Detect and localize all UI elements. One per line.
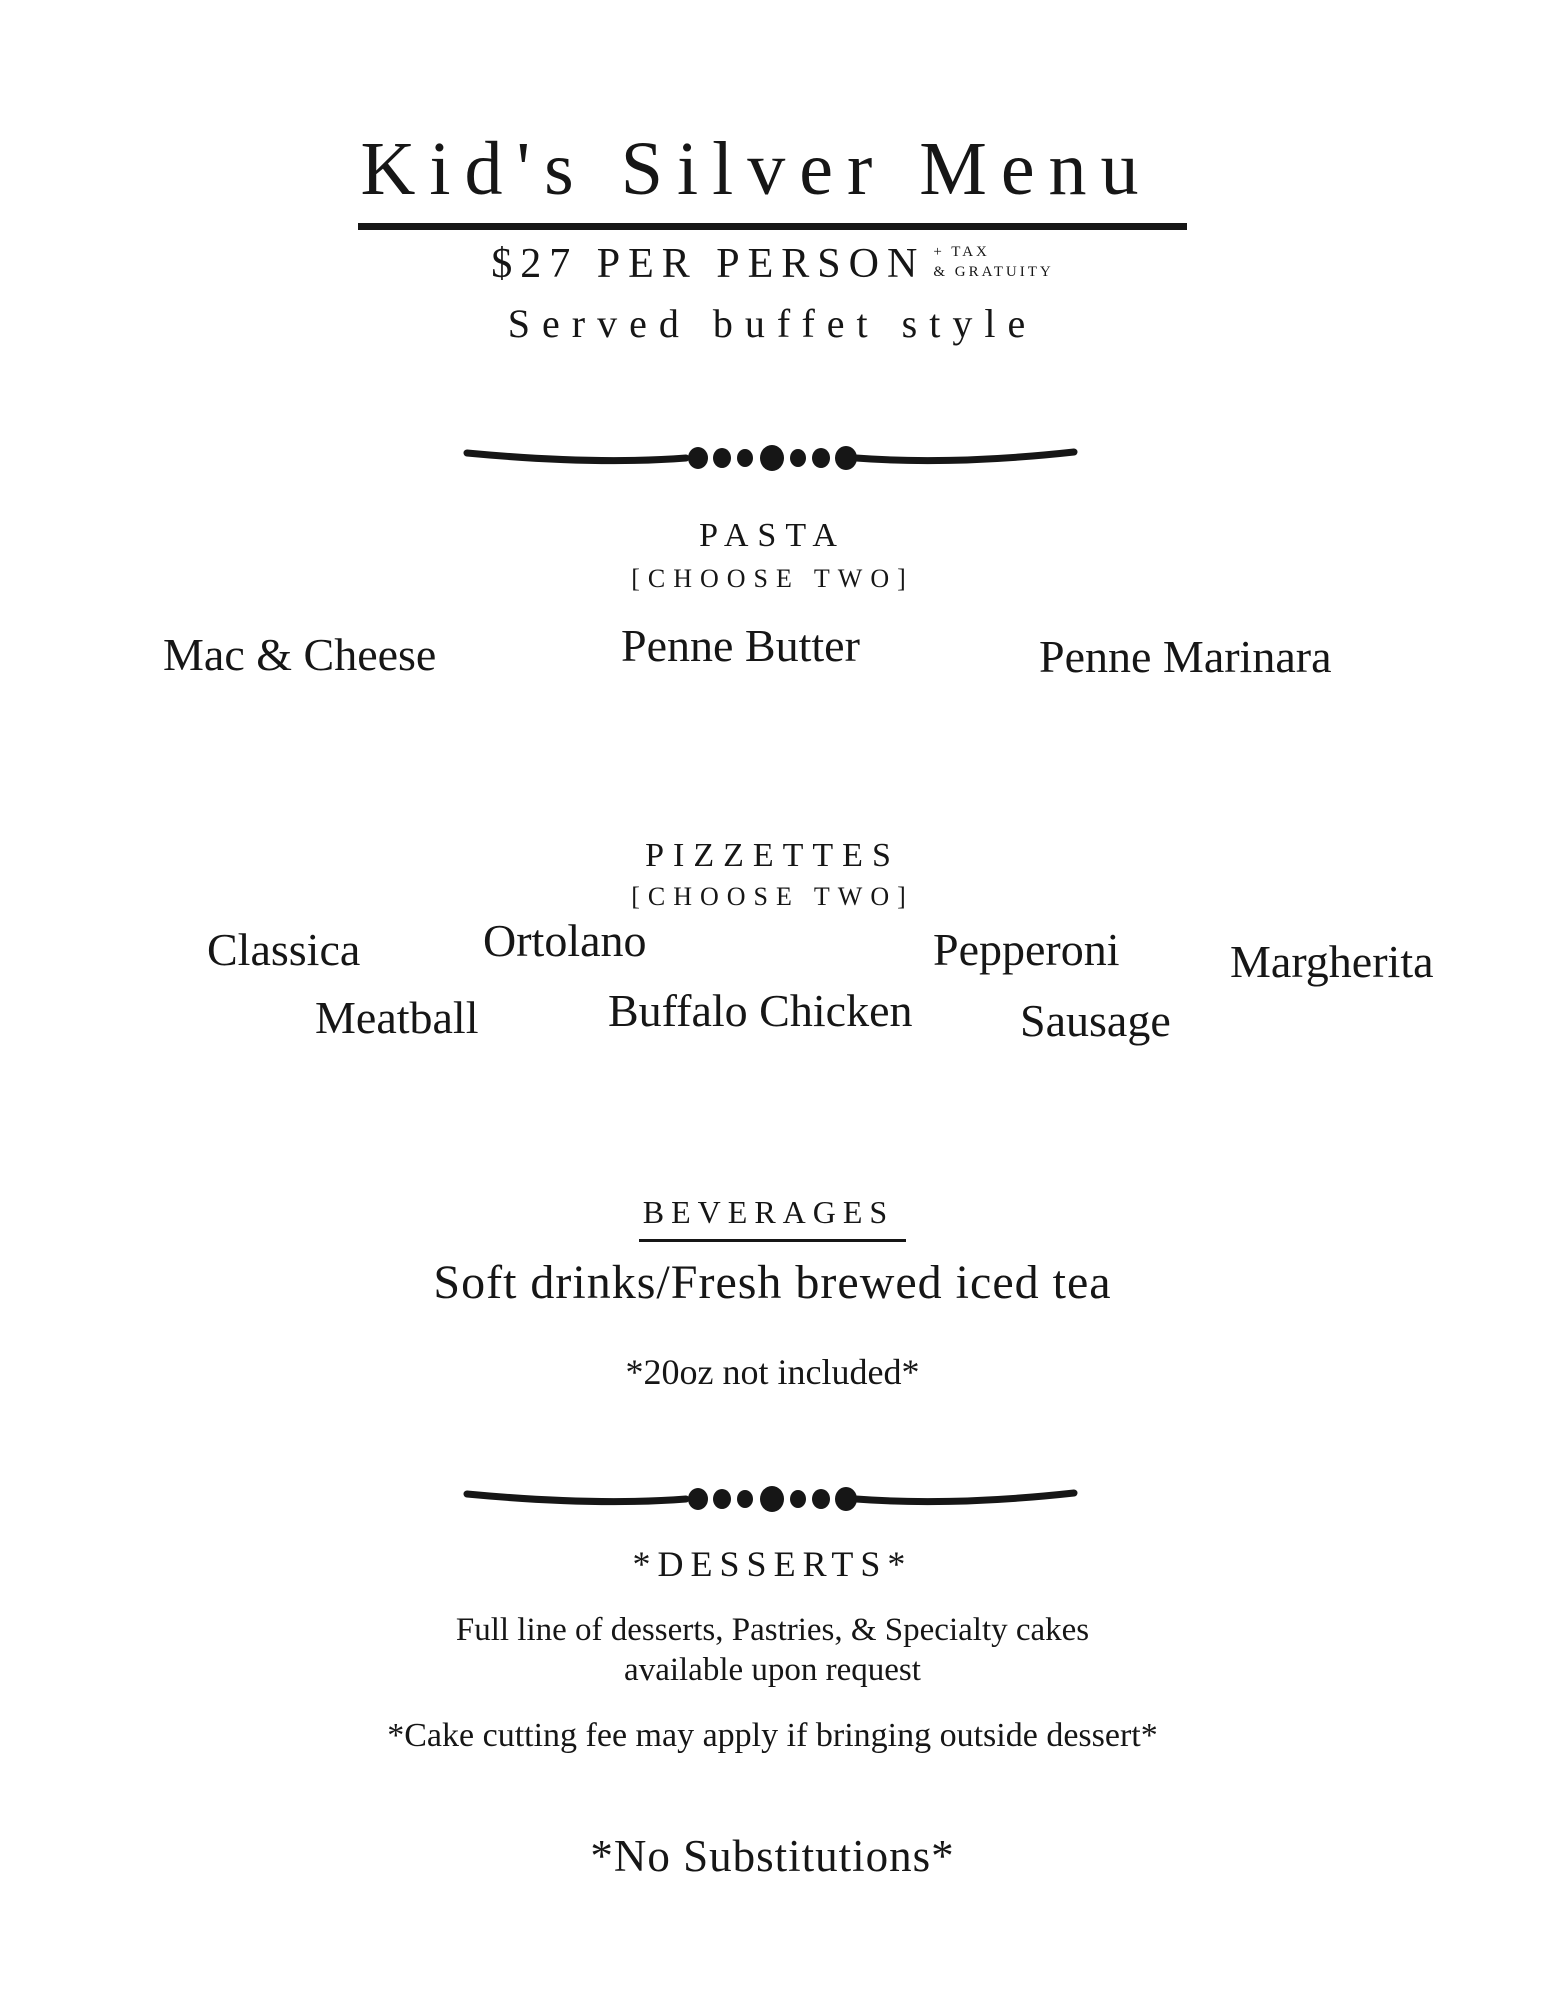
page-title-text: Kid's Silver Menu	[358, 126, 1186, 230]
menu-item-pepperoni: Pepperoni	[933, 924, 1120, 975]
pizzettes-choose-note: [CHOOSE TWO]	[631, 882, 914, 911]
cake-cutting-fee-note: *Cake cutting fee may apply if bringing outside dessert*	[387, 1717, 1158, 1754]
desserts-heading: *DESSERTS*	[632, 1544, 913, 1584]
pasta-heading: PASTA	[699, 517, 846, 554]
price-amount: $27 PER PERSON	[491, 241, 926, 287]
desserts-description-line1: Full line of desserts, Pastries, & Specialty cakes	[455, 1612, 1090, 1648]
beverages-item: Soft drinks/Fresh brewed iced tea	[433, 1256, 1112, 1309]
menu-item-ortolano: Ortolano	[483, 915, 647, 966]
beverages-heading-text: BEVERAGES	[639, 1194, 906, 1242]
price-tax-note-line1: + TAX	[933, 244, 990, 260]
menu-item-margherita: Margherita	[1230, 936, 1434, 987]
menu-item-classica: Classica	[207, 924, 361, 975]
menu-item-buffalo-chicken: Buffalo Chicken	[608, 985, 913, 1036]
pizzettes-heading: PIZZETTES	[645, 837, 900, 874]
page-title	[0, 126, 1545, 230]
serving-style-note: Served buffet style	[507, 301, 1038, 346]
menu-item-meatball: Meatball	[315, 992, 479, 1043]
menu-item-sausage: Sausage	[1020, 995, 1171, 1046]
divider-ornament	[462, 1478, 1079, 1518]
menu-item-penne-marinara: Penne Marinara	[1039, 631, 1332, 682]
price-tax-note-line2: & GRATUITY	[933, 263, 1054, 280]
menu-item-mac-and-cheese: Mac & Cheese	[163, 629, 437, 680]
no-substitutions-note: *No Substitutions*	[590, 1831, 955, 1881]
desserts-description-line2: available upon request	[624, 1652, 921, 1688]
desserts-description	[0, 1610, 1545, 1690]
beverages-heading	[0, 1194, 1545, 1242]
pasta-choose-note: [CHOOSE TWO]	[631, 564, 914, 593]
price-line	[0, 240, 1545, 288]
beverages-note: *20oz not included*	[625, 1352, 920, 1392]
menu-item-penne-butter: Penne Butter	[621, 620, 860, 671]
divider-ornament	[462, 437, 1079, 477]
price-tax-note	[933, 243, 1053, 282]
